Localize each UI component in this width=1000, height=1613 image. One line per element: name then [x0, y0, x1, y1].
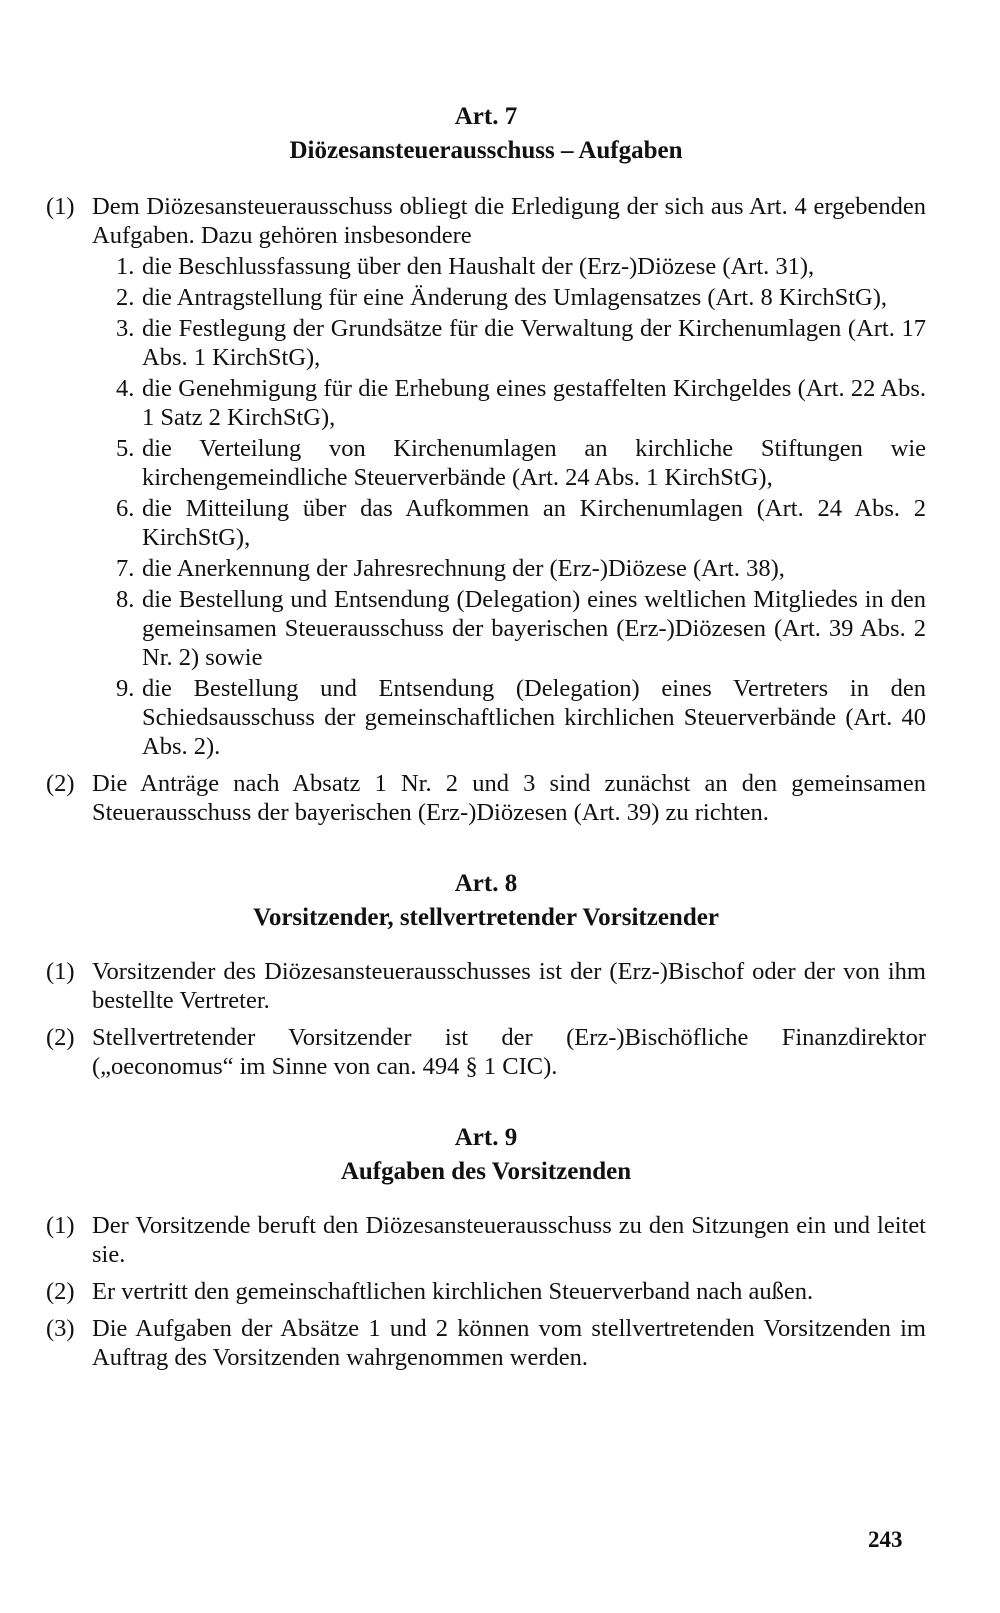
article-number: Art. 9 [454, 1124, 518, 1151]
list-item-text: die Festlegung der Grundsätze für die Verwaltung der Kirchenumlagen (Art. 17 Abs. 1 KirchStG), [142, 315, 926, 371]
paragraph-number: (2) [46, 1278, 75, 1305]
article-title: Diözesansteuerausschuss – Aufgaben [289, 137, 683, 164]
article-title: Vorsitzender, stellvertretender Vorsitzender [253, 904, 719, 931]
paragraph-text: Vorsitzender des Diözesansteuerausschusses ist der (Erz-)Bischof oder der von ihm bestellte Vertreter. [92, 958, 926, 1014]
list-item-number: 3. [116, 315, 135, 342]
list-item-text: die Bestellung und Entsendung (Delegation) eines weltlichen Mitgliedes in den gemeinsamen Steuerausschuss der bayerischen (Erz-)Diözesen (Art. 39 Abs. 2 Nr. 2) sowie [142, 586, 926, 671]
list-item [116, 494, 926, 552]
list-item-number: 1. [116, 253, 135, 280]
list-item-number: 6. [116, 495, 135, 522]
list-item-number: 7. [116, 555, 135, 582]
article-7-heading [46, 100, 926, 168]
paragraph-text: Er vertritt den gemeinschaftlichen kirchlichen Steuerverband nach außen. [92, 1278, 814, 1305]
paragraph [46, 957, 926, 1015]
list-item-number: 2. [116, 284, 135, 311]
article-number: Art. 8 [454, 870, 518, 897]
article-9-heading [46, 1121, 926, 1189]
list-item-text: die Beschlussfassung über den Haushalt der (Erz-)Diözese (Art. 31), [142, 253, 815, 280]
paragraph [46, 1023, 926, 1081]
list-item [116, 585, 926, 672]
paragraph [46, 769, 926, 827]
paragraph-number: (1) [46, 1212, 75, 1239]
list-item [116, 283, 926, 312]
article-8-heading [46, 867, 926, 935]
list-item [116, 674, 926, 761]
paragraph-number: (2) [46, 1024, 75, 1051]
paragraph-number: (1) [46, 958, 75, 985]
paragraph [46, 192, 926, 250]
list-item-text: die Genehmigung für die Erhebung eines gestaffelten Kirchgeldes (Art. 22 Abs. 1 Satz 2 KirchStG), [142, 375, 926, 431]
enumerated-list [116, 252, 926, 761]
list-item-text: die Antragstellung für eine Änderung des Umlagensatzes (Art. 8 KirchStG), [142, 284, 888, 311]
list-item-text: die Mitteilung über das Aufkommen an Kirchenumlagen (Art. 24 Abs. 2 KirchStG), [142, 495, 926, 551]
list-item [116, 434, 926, 492]
list-item-number: 4. [116, 375, 135, 402]
list-item-text: die Verteilung von Kirchenumlagen an kirchliche Stiftungen wie kirchengemeindliche Steuerverbände (Art. 24 Abs. 1 KirchStG), [142, 435, 926, 491]
paragraph-number: (1) [46, 193, 75, 220]
paragraph-text: Die Aufgaben der Absätze 1 und 2 können vom stellvertretenden Vorsitzenden im Auftrag des Vorsitzenden wahrgenommen werden. [92, 1315, 926, 1371]
list-item-number: 5. [116, 435, 135, 462]
list-item-number: 9. [116, 675, 135, 702]
page-number: 243 [868, 1527, 903, 1552]
list-item-number: 8. [116, 586, 135, 613]
paragraph-text: Die Anträge nach Absatz 1 Nr. 2 und 3 sind zunächst an den gemeinsamen Steuerausschuss der bayerischen (Erz-)Diözesen (Art. 39) zu richten. [92, 770, 926, 826]
list-item [116, 374, 926, 432]
page-content [46, 100, 926, 1372]
list-item [116, 252, 926, 281]
list-item [116, 314, 926, 372]
paragraph-text: Stellvertretender Vorsitzender ist der (Erz-)Bischöfliche Finanzdirektor („oeconomus“ im Sinne von can. 494 § 1 CIC). [92, 1024, 926, 1080]
paragraph-number: (2) [46, 770, 75, 797]
article-title: Aufgaben des Vorsitzenden [340, 1158, 632, 1185]
list-item [116, 554, 926, 583]
paragraph-number: (3) [46, 1315, 75, 1342]
paragraph [46, 1211, 926, 1269]
article-number: Art. 7 [454, 103, 518, 130]
paragraph-text: Dem Diözesansteuerausschuss obliegt die Erledigung der sich aus Art. 4 ergebenden Aufgaben. Dazu gehören insbesondere [92, 193, 926, 249]
paragraph [46, 1314, 926, 1372]
paragraph [46, 1277, 926, 1306]
list-item-text: die Bestellung und Entsendung (Delegation) eines Vertreters in den Schiedsausschuss der gemeinschaftlichen kirchlichen Steuerverbände (Art. 40 Abs. 2). [142, 675, 926, 760]
list-item-text: die Anerkennung der Jahresrechnung der (Erz-)Diözese (Art. 38), [142, 555, 785, 582]
paragraph-text: Der Vorsitzende beruft den Diözesansteuerausschuss zu den Sitzungen ein und leitet sie. [92, 1212, 926, 1268]
